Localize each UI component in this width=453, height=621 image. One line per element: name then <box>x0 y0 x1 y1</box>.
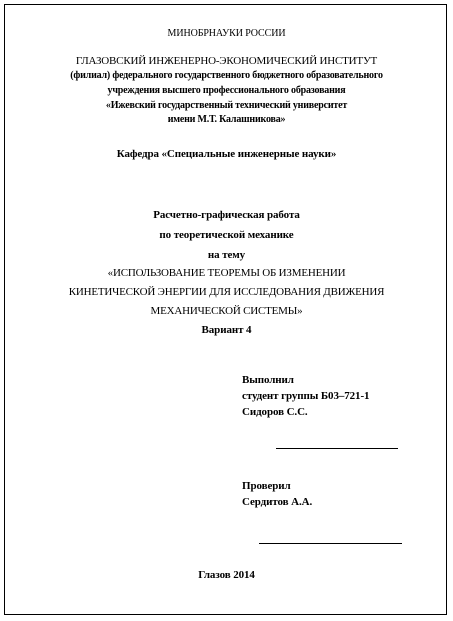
city-year: Глазов 2014 <box>198 569 255 581</box>
checked-label: Проверил <box>242 480 291 492</box>
work-subject: по теоретической механике <box>159 229 294 241</box>
work-on-topic: на тему <box>207 249 246 261</box>
teacher-signature-line <box>259 543 402 544</box>
department-title: Кафедра «Специальные инженерные науки» <box>116 148 337 160</box>
topic-line-3: МЕХАНИЧЕСКОЙ СИСТЕМЫ» <box>150 305 303 317</box>
institute-title: ГЛАЗОВСКИЙ ИНЖЕНЕРНО-ЭКОНОМИЧЕСКИЙ ИНСТИТУТ <box>75 55 378 67</box>
performed-name: Сидоров С.С. <box>242 406 308 418</box>
performed-label: Выполнил <box>242 374 294 386</box>
topic-line-2: КИНЕТИЧЕСКОЙ ЭНЕРГИИ ДЛЯ ИССЛЕДОВАНИЯ ДВИЖЕНИЯ <box>68 286 385 298</box>
topic-line-1: «ИСПОЛЬЗОВАНИЕ ТЕОРЕМЫ ОБ ИЗМЕНЕНИИ <box>107 267 346 279</box>
ministry-title: МИНОБРНАУКИ РОССИИ <box>167 28 286 39</box>
performed-student: студент группы Б03–721-1 <box>242 390 370 402</box>
institute-line-4: имени М.Т. Калашникова» <box>167 114 286 125</box>
student-signature-line <box>276 448 398 449</box>
institute-line-2: учреждения высшего профессионального образования <box>107 85 346 96</box>
work-type: Расчетно-графическая работа <box>153 209 300 221</box>
institute-line-3: «Ижевский государственный технический университет <box>105 100 348 111</box>
institute-line-1: (филиал) федерального государственного бюджетного образовательного <box>70 70 383 81</box>
checked-name: Сердитов А.А. <box>242 496 313 508</box>
variant-title: Вариант 4 <box>201 324 252 336</box>
